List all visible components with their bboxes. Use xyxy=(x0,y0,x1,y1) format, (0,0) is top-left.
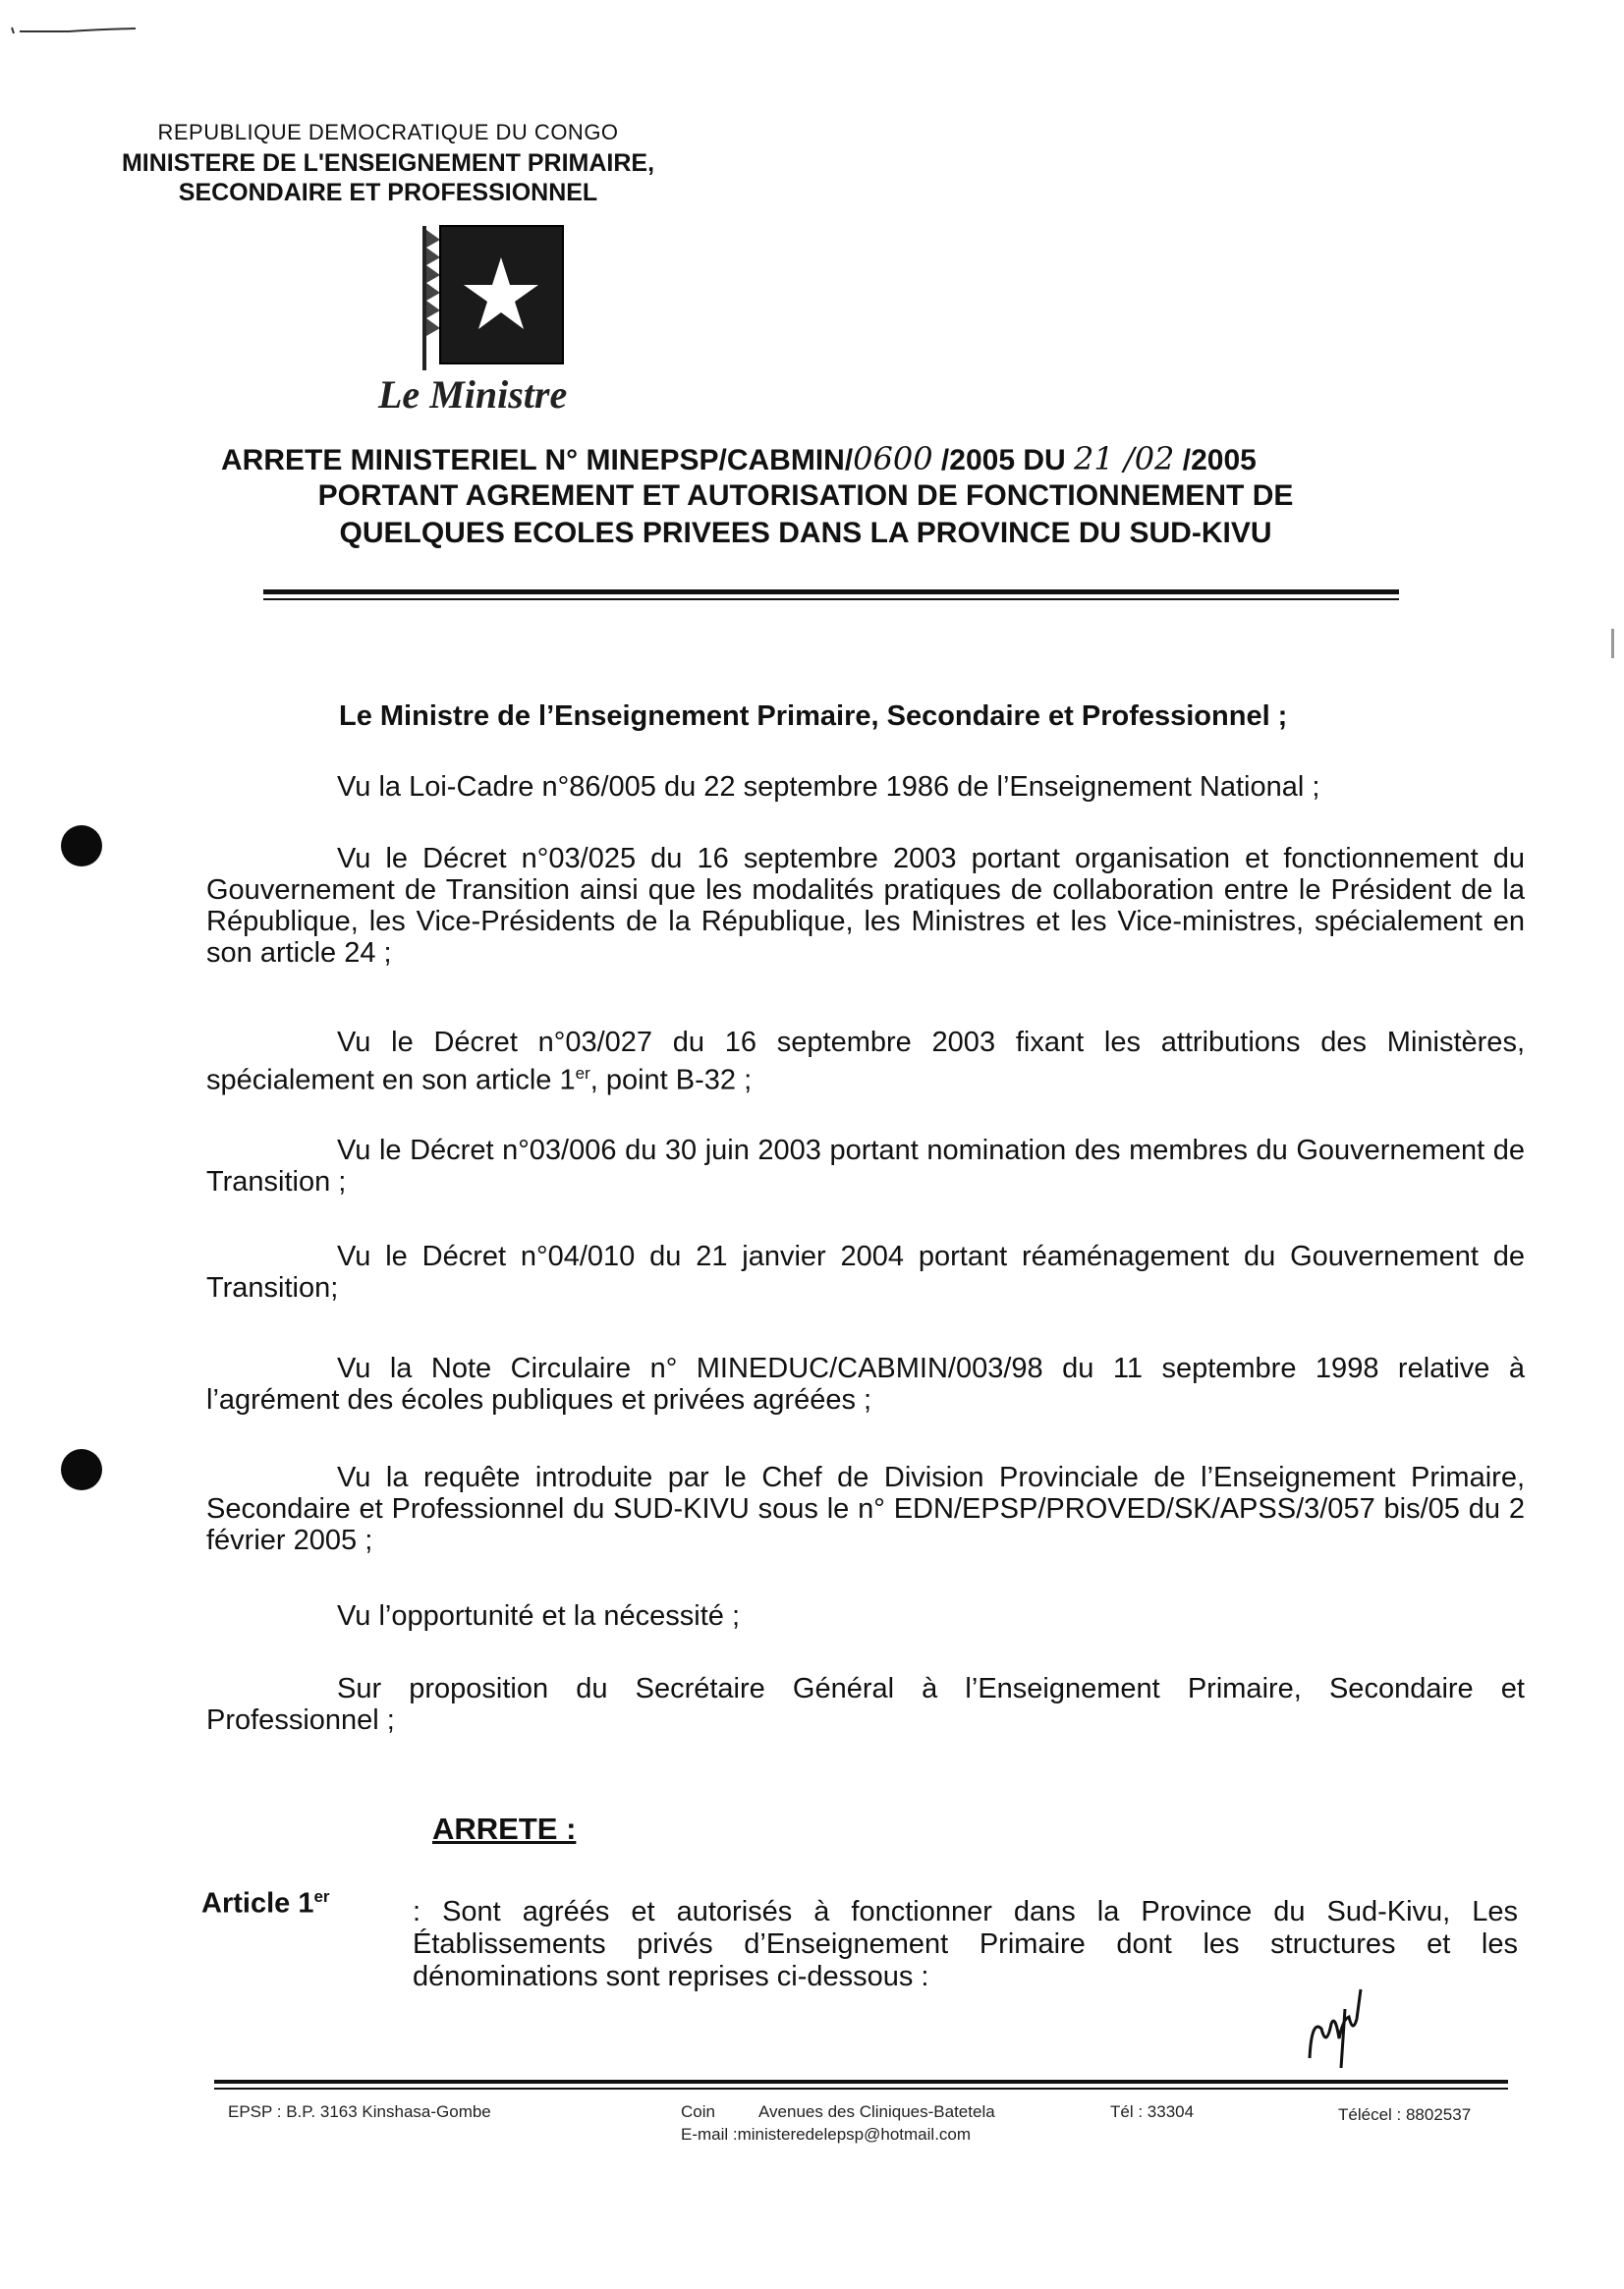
decree-suffix: /2005 xyxy=(1174,444,1257,476)
consideration-4: Vu le Décret n°03/006 du 30 juin 2003 portant nomination des membres du Gouvernement de Transition ; xyxy=(206,1135,1525,1198)
title-divider xyxy=(263,589,1399,594)
superscript-er: er xyxy=(575,1064,590,1083)
preamble: Le Ministre de l’Enseignement Primaire, Secondaire et Professionnel ; xyxy=(339,700,1288,732)
scan-edge-mark xyxy=(1611,629,1614,658)
ministry-name-line2: SECONDAIRE ET PROFESSIONNEL xyxy=(178,179,598,206)
scan-mark-decoration xyxy=(10,20,138,44)
minister-title: Le Ministre xyxy=(378,372,568,417)
decree-number-line xyxy=(221,440,1257,477)
consideration-5: Vu le Décret n°04/010 du 21 janvier 2004 portant réaménagement du Gouvernement de Transition; xyxy=(206,1241,1525,1304)
footer-location: Avenues des Cliniques-Batetela xyxy=(758,2102,995,2121)
decree-handwritten-month: 02 xyxy=(1134,440,1175,477)
footer-email: E-mail :ministeredelepsp@hotmail.com xyxy=(681,2125,972,2144)
ministry-name-line1: MINISTERE DE L'ENSEIGNEMENT PRIMAIRE, xyxy=(121,149,655,177)
consideration-6: Vu la Note Circulaire n° MINEDUC/CABMIN/003/98 du 11 septembre 1998 relative à l’agrément des écoles publiques et privées agréées ; xyxy=(206,1353,1525,1416)
punch-hole-mark xyxy=(61,1449,102,1490)
article-1-label: Article 1er xyxy=(201,1887,330,1920)
arrete-heading: ARRETE : xyxy=(432,1812,577,1846)
consideration-7: Vu la requête introduite par le Chef de Division Provinciale de l’Enseignement Primaire, Secondaire et Professionnel du SUD-KIVU sous le n° EDN/EPSP/PROVED/SK/APSS/3/057 bis/05 du 2 février 2005 ; xyxy=(206,1462,1525,1556)
footer-location-prefix: Coin xyxy=(681,2102,715,2121)
decree-prefix: ARRETE MINISTERIEL N° MINEPSP/CABMIN/ xyxy=(221,444,854,476)
footer-divider-thin xyxy=(214,2088,1508,2090)
flag-star-emblem-icon xyxy=(413,218,570,370)
decree-subject-line2: QUELQUES ECOLES PRIVEES DANS LA PROVINCE DU SUD-KIVU xyxy=(339,517,1272,549)
decree-handwritten-day: 21 xyxy=(1074,440,1114,477)
footer-divider xyxy=(214,2080,1508,2084)
decree-date-separator: / xyxy=(1113,440,1135,477)
footer-phone: Tél : 33304 xyxy=(1110,2102,1195,2121)
article-1-text: : Sont agréés et autorisés à fonctionner dans la Province du Sud-Kivu, Les Établissements privés d’Enseignement Primaire dont les structures et les dénominations sont reprises ci-dessous : xyxy=(413,1896,1518,1992)
consideration-3: Vu le Décret n°03/027 du 16 septembre 2003 fixant les attributions des Ministères, spécialement en son article 1er, point B-32 ; xyxy=(206,1027,1525,1096)
decree-subject-line1: PORTANT AGREMENT ET AUTORISATION DE FONCTIONNEMENT DE xyxy=(317,479,1294,512)
handwritten-paraph-icon xyxy=(1302,1980,1380,2073)
consideration-8: Vu l’opportunité et la nécessité ; xyxy=(337,1600,741,1632)
consideration-9: Sur proposition du Secrétaire Général à l’Enseignement Primaire, Secondaire et Professionnel ; xyxy=(206,1673,1525,1736)
footer-address: EPSP : B.P. 3163 Kinshasa-Gombe xyxy=(228,2102,491,2121)
consideration-2: Vu le Décret n°03/025 du 16 septembre 2003 portant organisation et fonctionnement du Gouvernement de Transition ainsi que les modalités pratiques de collaboration entre le Président de la République, les Vice-Présidents de la République, les Ministres et les Vice-ministres, spécialement en son article 24 ; xyxy=(206,843,1525,969)
footer-fax: Télécel : 8802537 xyxy=(1338,2105,1472,2124)
title-divider-thin xyxy=(263,598,1399,600)
decree-handwritten-number: 0600 xyxy=(853,440,933,477)
decree-year: /2005 DU xyxy=(932,444,1075,476)
superscript-er: er xyxy=(313,1887,330,1906)
consideration-1: Vu la Loi-Cadre n°86/005 du 22 septembre 1986 de l’Enseignement National ; xyxy=(337,771,1320,803)
country-name: REPUBLIQUE DEMOCRATIQUE DU CONGO xyxy=(157,120,619,144)
punch-hole-mark xyxy=(61,825,102,866)
